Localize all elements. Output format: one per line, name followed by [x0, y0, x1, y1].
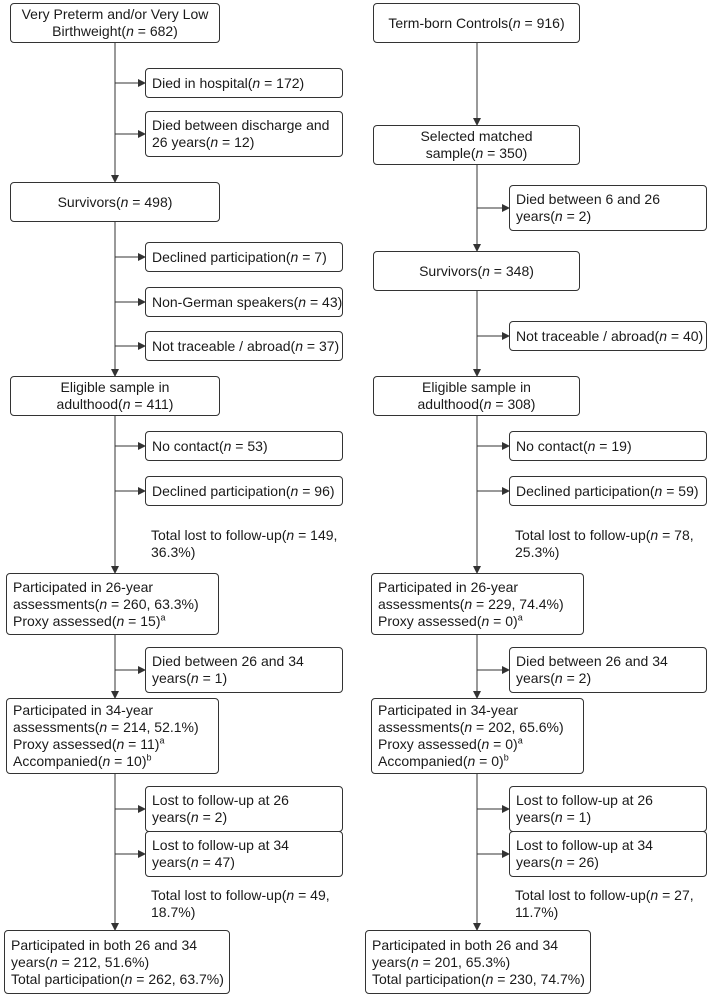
box-line: Eligible sample in	[60, 379, 170, 395]
box-vp-elig	[10, 376, 220, 416]
box-line: Lost to follow-up at 34	[152, 837, 289, 853]
box-vp-part26	[6, 573, 219, 635]
box-line: Total participation(n = 230, 74.7%)	[372, 970, 585, 987]
box-line: assessments(n = 202, 65.6%)	[378, 719, 564, 735]
box-line: assessments(n = 229, 74.4%)	[378, 595, 564, 612]
box-line: Proxy assessed(n = 0)$^a$	[378, 611, 523, 629]
box-line: adulthood(n = 411)	[56, 396, 174, 412]
box-line: Total lost to follow-up(n = 27,	[515, 887, 694, 903]
box-line: Not traceable / abroad(n = 37)	[152, 337, 340, 354]
box-line: No contact(n = 53)	[152, 437, 268, 454]
box-line: 36.3%)	[151, 544, 196, 560]
box-line: Died between discharge and	[152, 117, 330, 133]
box-line: Total lost to follow-up(n = 149,	[151, 527, 338, 543]
box-line: Lost to follow-up at 34	[516, 837, 653, 853]
box-vp-both	[4, 930, 230, 994]
box-line: years(n = 47)	[152, 854, 235, 870]
box-line: years(n = 2)	[152, 809, 228, 825]
box-line: Very Preterm and/or Very Low	[21, 6, 209, 22]
box-tb-totlost2	[509, 881, 707, 927]
box-vp-totlost	[145, 521, 343, 567]
box-line: years(n = 2)	[516, 670, 592, 686]
box-line: No contact(n = 19)	[516, 437, 632, 454]
box-line: years(n = 201, 65.3%)	[372, 953, 511, 970]
box-vp-declined	[145, 242, 343, 272]
box-vp-lost26	[145, 786, 343, 832]
box-line: Participated in 26-year	[378, 578, 519, 595]
box-line: 11.7%)	[515, 904, 559, 920]
box-tb-lost26	[509, 786, 707, 832]
box-vp-nongerman	[145, 287, 343, 317]
box-line: assessments(n = 214, 52.1%)	[13, 719, 199, 735]
box-line: Total lost to follow-up(n = 78,	[515, 527, 694, 543]
box-line: Total lost to follow-up(n = 49,	[151, 887, 330, 903]
box-tb-part26	[371, 573, 584, 635]
box-line: Birthweight(n = 682)	[52, 23, 178, 39]
box-line: Participated in both 26 and 34	[11, 936, 198, 953]
box-line: Participated in 26-year	[13, 578, 154, 595]
box-tb-totlost	[509, 521, 707, 567]
box-line: Eligible sample in	[422, 379, 531, 395]
box-line: Survivors(n = 498)	[57, 193, 173, 210]
box-line: Not traceable / abroad(n = 40)	[516, 327, 704, 344]
box-line: 26 years(n = 12)	[152, 134, 255, 150]
box-line: adulthood(n = 308)	[417, 396, 536, 412]
box-line: 18.7%)	[151, 904, 196, 920]
box-line: Proxy assessed(n = 15)$^a$	[13, 611, 166, 629]
box-tb-nocontact	[509, 431, 707, 461]
box-line: Participated in 34-year	[378, 702, 519, 718]
box-tb-nottrace	[509, 321, 707, 351]
box-line: Accompanied(n = 10)$^b$	[13, 752, 152, 769]
box-tb-selected	[373, 125, 580, 165]
box-line: Accompanied(n = 0)$^b$	[378, 752, 509, 769]
box-tb-died2634	[509, 647, 707, 693]
box-tb-elig	[373, 376, 580, 416]
box-line: Died between 6 and 26	[516, 191, 660, 207]
box-vp-died2634	[145, 647, 343, 693]
box-vp-surv	[10, 182, 220, 222]
box-line: Non-German speakers(n = 43)	[152, 293, 343, 310]
box-line: years(n = 26)	[516, 854, 599, 870]
box-line: Participated in 34-year	[13, 702, 154, 718]
box-tb-died626	[509, 185, 707, 231]
box-line: Selected matched	[420, 128, 533, 144]
box-line: years(n = 212, 51.6%)	[11, 953, 150, 970]
box-tb-lost34	[509, 831, 707, 877]
box-vp-nottrace	[145, 331, 343, 361]
box-vp-lost34	[145, 831, 343, 877]
box-vp-part34	[6, 698, 219, 774]
box-line: Proxy assessed(n = 0)$^a$	[378, 735, 523, 752]
box-line: Term-born Controls(n = 916)	[388, 14, 565, 31]
box-line: years(n = 1)	[516, 809, 592, 825]
box-vp-totlost2	[145, 881, 343, 927]
box-line: Lost to follow-up at 26	[516, 792, 653, 808]
box-tb-declined	[509, 476, 707, 506]
box-vp	[10, 3, 220, 43]
box-tb-both	[365, 930, 591, 994]
box-line: 25.3%)	[515, 544, 560, 560]
box-line: Died between 26 and 34	[516, 653, 668, 669]
box-line: Died in hospital(n = 172)	[152, 74, 305, 91]
box-line: Total participation(n = 262, 63.7%)	[11, 970, 224, 987]
box-line: sample(n = 350)	[425, 145, 528, 161]
box-vp-died-dis	[145, 111, 343, 157]
box-line: years(n = 2)	[516, 208, 592, 224]
box-line: Lost to follow-up at 26	[152, 792, 289, 808]
box-vp-declined2	[145, 476, 343, 506]
box-line: assessments(n = 260, 63.3%)	[13, 595, 199, 612]
box-line: Participated in both 26 and 34	[372, 936, 559, 953]
box-tb-surv	[373, 251, 580, 291]
box-tb	[373, 3, 580, 43]
box-line: Declined participation(n = 59)	[516, 482, 699, 499]
box-line: Declined participation(n = 96)	[152, 482, 335, 499]
box-vp-died-hosp	[145, 68, 343, 98]
box-line: Died between 26 and 34	[152, 653, 304, 669]
box-line: years(n = 1)	[152, 670, 228, 686]
box-vp-nocontact	[145, 431, 343, 461]
box-line: Survivors(n = 348)	[419, 262, 534, 279]
box-line: Proxy assessed(n = 11)$^a$	[13, 735, 165, 752]
box-tb-part34	[371, 698, 584, 774]
box-line: Declined participation(n = 7)	[152, 248, 327, 265]
